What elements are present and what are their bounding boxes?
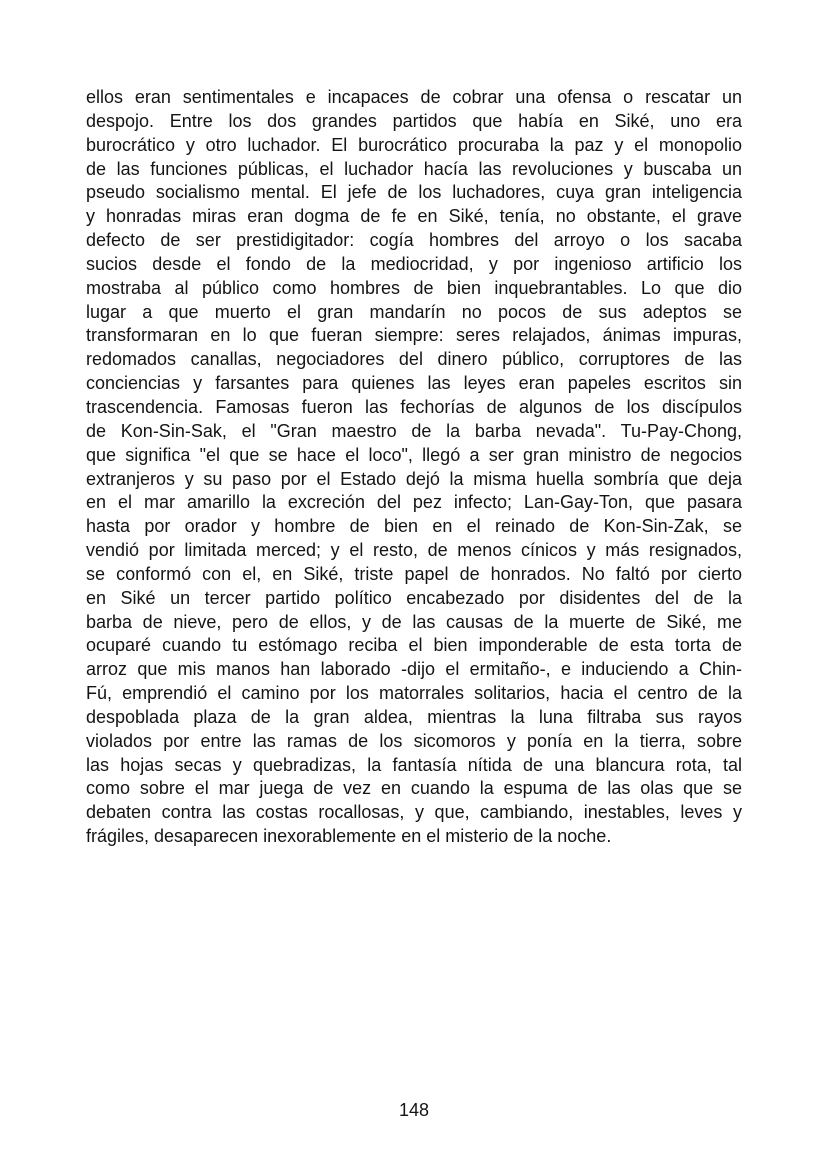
text-line: arroz que mis manos han laborado -dijo el ermitaño-, e induciendo a Chin- [86,659,742,680]
text-line: Fú, emprendió el camino por los matorrales solitarios, hacia el centro de la [86,683,742,704]
text-line: en el mar amarillo la excreción del pez infecto; Lan-Gay-Ton, que pasara [86,492,742,513]
text-line: trascendencia. Famosas fueron las fechorías de algunos de los discípulos [86,396,742,417]
text-line: lugar a que muerto el gran mandarín no pocos de sus adeptos se [86,301,742,322]
text-line: redomados canallas, negociadores del dinero público, corruptores de las [86,349,742,370]
text-line-last: frágiles, desaparecen inexorablemente en el misterio de la noche. [86,826,612,847]
text-line: ocuparé cuando tu estómago reciba el bien imponderable de esta torta de [86,635,742,656]
body-paragraph [86,86,742,849]
text-line: pseudo socialismo mental. El jefe de los luchadores, cuya gran inteligencia [86,182,742,203]
text-line: vendió por limitada merced; y el resto, de menos cínicos y más resignados, [86,540,742,561]
text-line: sucios desde el fondo de la mediocridad, y por ingenioso artificio los [86,253,742,274]
text-line: violados por entre las ramas de los sicomoros y ponía en la tierra, sobre [86,730,742,751]
text-line: hasta por orador y hombre de bien en el reinado de Kon-Sin-Zak, se [86,516,742,537]
text-line: transformaran en lo que fueran siempre: seres relajados, ánimas impuras, [86,325,742,346]
text-line: como sobre el mar juega de vez en cuando la espuma de las olas que se [86,778,742,799]
text-line: de las funciones públicas, el luchador hacía las revoluciones y buscaba un [86,158,742,179]
text-line: despojo. Entre los dos grandes partidos que había en Siké, uno era [86,110,742,131]
text-line: que significa "el que se hace el loco", llegó a ser gran ministro de negocios [86,444,742,465]
text-line: ellos eran sentimentales e incapaces de cobrar una ofensa o rescatar un [86,87,742,107]
text-line: en Siké un tercer partido político encabezado por disidentes del de la [86,587,742,608]
text-line: mostraba al público como hombres de bien inquebrantables. Lo que dio [86,277,742,298]
text-line: y honradas miras eran dogma de fe en Siké, tenía, no obstante, el grave [86,206,742,227]
page-number: 148 [398,1100,430,1120]
text-line: barba de nieve, pero de ellos, y de las causas de la muerte de Siké, me [86,611,742,632]
text-line: extranjeros y su paso por el Estado dejó la misma huella sombría que deja [86,468,742,489]
text-line: las hojas secas y quebradizas, la fantasía nítida de una blancura rota, tal [86,754,742,775]
text-line: se conformó con el, en Siké, triste papel de honrados. No faltó por cierto [86,563,742,584]
text-line: burocrático y otro luchador. El burocrático procuraba la paz y el monopolio [86,134,742,155]
text-line: de Kon-Sin-Sak, el "Gran maestro de la barba nevada". Tu-Pay-Chong, [86,420,742,441]
text-line: conciencias y farsantes para quienes las leyes eran papeles escritos sin [86,373,742,394]
text-line: defecto de ser prestidigitador: cogía hombres del arroyo o los sacaba [86,230,742,251]
text-line: despoblada plaza de la gran aldea, mientras la luna filtraba sus rayos [86,706,742,727]
text-line: debaten contra las costas rocallosas, y que, cambiando, inestables, leves y [86,802,742,823]
